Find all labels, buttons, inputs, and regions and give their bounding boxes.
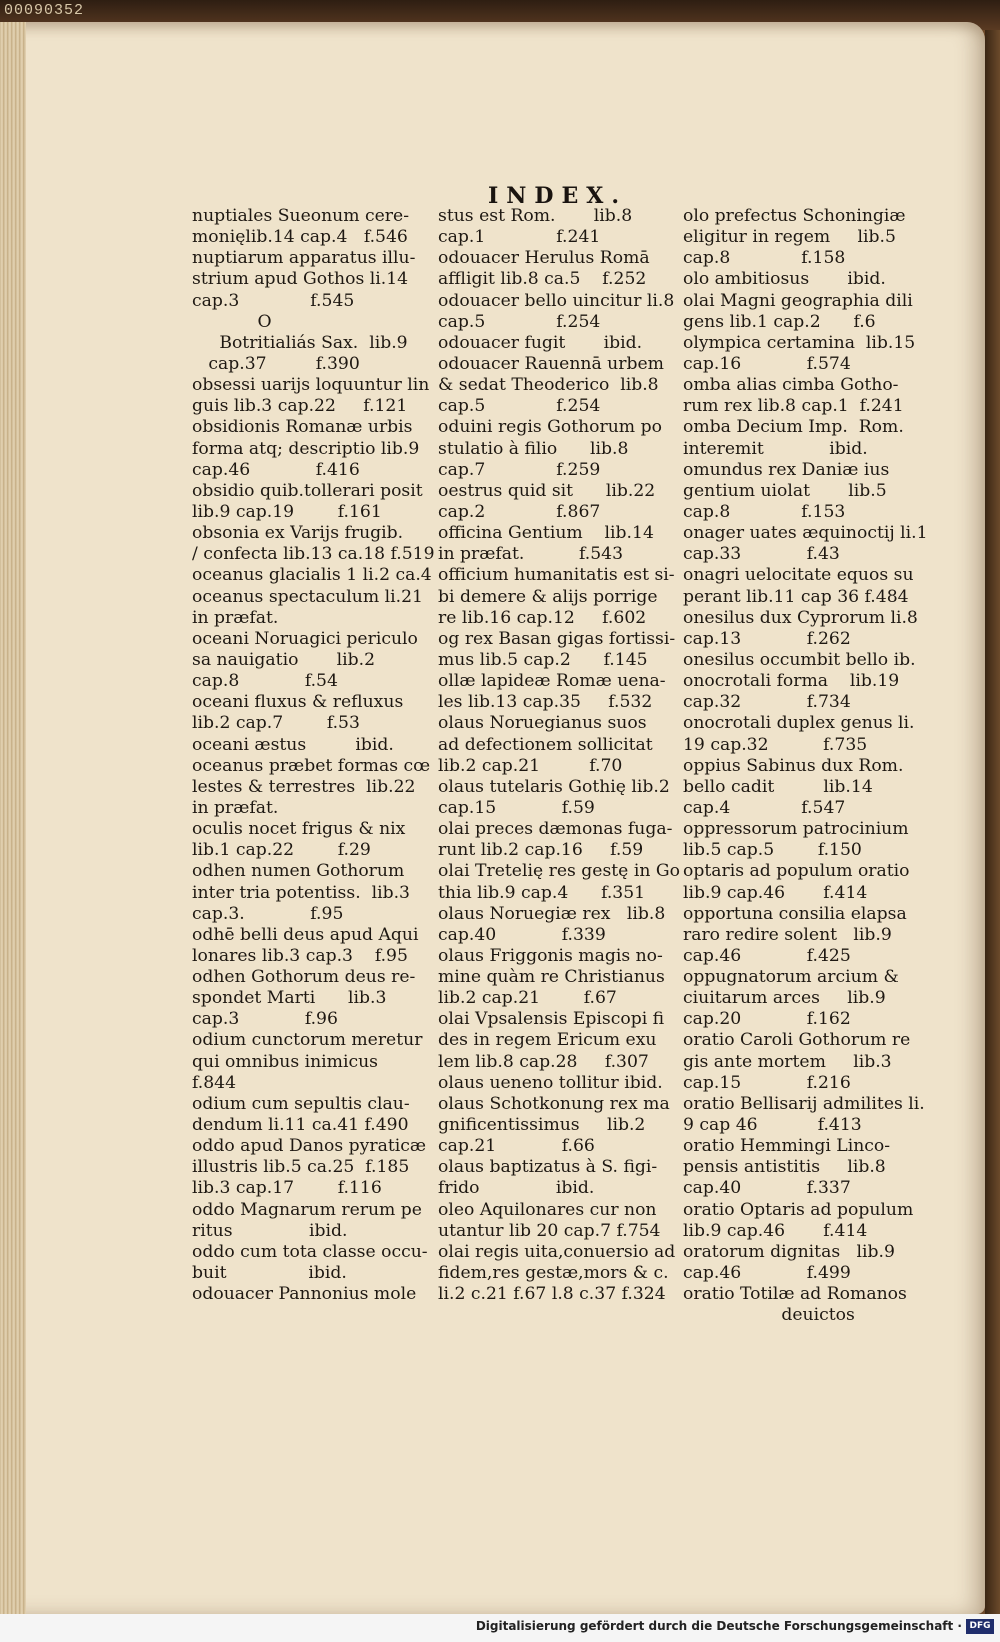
index-entry-line: cap.32 f.734 bbox=[683, 692, 851, 713]
index-entry-line: omba Decium Imp. Rom. bbox=[683, 417, 904, 438]
page-fore-edge bbox=[0, 22, 26, 1614]
index-entry-line: og rex Basan gigas fortissi- bbox=[438, 628, 676, 649]
index-entry-line: oceanus glacialis 1 li.2 ca.4 bbox=[192, 565, 432, 586]
index-entry-line: oratio Optaris ad populum bbox=[683, 1199, 914, 1220]
index-entry-line: lonares lib.3 cap.3 f.95 bbox=[192, 945, 408, 966]
index-entry-line: gentium uiolat lib.5 bbox=[683, 480, 887, 501]
index-entry-line: oddo Magnarum rerum pe bbox=[192, 1199, 422, 1220]
index-entry-line: odhen Gothorum deus re- bbox=[192, 967, 416, 988]
index-entry-line: & sedat Theoderico lib.8 bbox=[438, 375, 659, 396]
index-entry-line: cap.15 f.59 bbox=[438, 797, 595, 818]
index-entry-line: olo prefectus Schoningiæ bbox=[683, 206, 906, 226]
index-entry-line: gens lib.1 cap.2 f.6 bbox=[683, 311, 876, 332]
index-column-3 bbox=[683, 206, 928, 1326]
index-entry-line: O bbox=[192, 311, 272, 332]
index-entry-line: / confecta lib.13 ca.18 f.519 bbox=[192, 544, 435, 565]
index-entry-line: in præfat. bbox=[192, 607, 279, 628]
index-entry-line: runt lib.2 cap.16 f.59 bbox=[438, 840, 644, 861]
index-entry-line: des in regem Ericum exu bbox=[438, 1030, 657, 1051]
index-entry-line: nuptiales Sueonum cere- bbox=[192, 206, 410, 226]
index-entry-line: oppugnatorum arcium & bbox=[683, 967, 899, 988]
index-entry-line: oleo Aquilonares cur non bbox=[438, 1199, 657, 1220]
index-entry-line: cap.16 f.574 bbox=[683, 353, 851, 374]
index-entry-line: cap.8 f.158 bbox=[683, 248, 846, 269]
index-entry-line: cap.3 f.96 bbox=[192, 1009, 338, 1030]
index-entry-line: lem lib.8 cap.28 f.307 bbox=[438, 1051, 649, 1072]
index-entry-line: lib.2 cap.21 f.67 bbox=[438, 988, 617, 1009]
index-entry-line: lestes & terrestres lib.22 bbox=[192, 776, 416, 797]
index-entry-line: obsessi uarijs loquuntur lin bbox=[192, 375, 430, 396]
index-entry-line: odium cum sepultis clau- bbox=[192, 1093, 410, 1114]
index-entry-line: cap.40 f.337 bbox=[683, 1178, 851, 1199]
index-entry-line: onagri uelocitate equos su bbox=[683, 565, 914, 586]
book-cover-edge bbox=[985, 30, 1000, 1614]
index-entry-line: oppius Sabinus dux Rom. bbox=[683, 755, 904, 776]
index-entry-line: cap.46 f.499 bbox=[683, 1263, 851, 1284]
index-entry-line: cap.40 f.339 bbox=[438, 924, 606, 945]
index-entry-line: obsidionis Romanæ urbis bbox=[192, 417, 413, 438]
index-entry-line: monięlib.14 cap.4 f.546 bbox=[192, 227, 408, 248]
index-entry-line: omba alias cimba Gotho- bbox=[683, 375, 899, 396]
index-entry-line: fidem,res gestæ,mors & c. bbox=[438, 1263, 669, 1284]
index-entry-line: oceanus præbet formas cœ bbox=[192, 755, 431, 776]
index-entry-line: stulatio à filio lib.8 bbox=[438, 438, 629, 459]
index-entry-line: oestrus quid sit lib.22 bbox=[438, 480, 656, 501]
index-entry-line: lib.9 cap.46 f.414 bbox=[683, 1220, 868, 1241]
index-entry-line: cap.21 f.66 bbox=[438, 1136, 595, 1157]
index-entry-line: olympica certamina lib.15 bbox=[683, 332, 916, 353]
index-entry-line: forma atq; descriptio lib.9 bbox=[192, 438, 420, 459]
index-entry-line: cap.20 f.162 bbox=[683, 1009, 851, 1030]
index-entry-line: mus lib.5 cap.2 f.145 bbox=[438, 649, 648, 670]
index-entry-line: gis ante mortem lib.3 bbox=[683, 1051, 892, 1072]
index-entry-line: mine quàm re Christianus bbox=[438, 967, 665, 988]
index-entry-line: obsidio quib.tollerari posit bbox=[192, 480, 423, 501]
index-entry-line: deuictos bbox=[683, 1305, 855, 1326]
index-column-1 bbox=[192, 206, 435, 1305]
index-entry-line: eligitur in regem lib.5 bbox=[683, 227, 896, 248]
index-column-2 bbox=[438, 206, 680, 1305]
index-entry-line: onesilus dux Cyprorum li.8 bbox=[683, 607, 918, 628]
index-entry-line: rum rex lib.8 cap.1 f.241 bbox=[683, 396, 904, 417]
index-entry-line: re lib.16 cap.12 f.602 bbox=[438, 607, 647, 628]
index-entry-line: cap.37 f.390 bbox=[192, 353, 360, 374]
index-entry-line: oceanus spectaculum li.21 bbox=[192, 586, 423, 607]
index-entry-line: cap.7 f.259 bbox=[438, 459, 601, 480]
index-entry-line: oratio Totilæ ad Romanos bbox=[683, 1284, 907, 1305]
index-entry-line: cap.2 f.867 bbox=[438, 501, 601, 522]
index-entry-line: ciuitarum arces lib.9 bbox=[683, 988, 886, 1009]
index-entry-line: cap.1 f.241 bbox=[438, 227, 601, 248]
index-entry-line: onager uates æquinoctij li.1 bbox=[683, 523, 928, 544]
index-entry-line: bi demere & alijs porrige bbox=[438, 586, 658, 607]
index-entry-line: raro redire solent lib.9 bbox=[683, 924, 892, 945]
index-entry-line: opportuna consilia elapsa bbox=[683, 903, 907, 924]
index-entry-line: illustris lib.5 ca.25 f.185 bbox=[192, 1157, 410, 1178]
index-entry-line: cap.5 f.254 bbox=[438, 311, 601, 332]
index-entry-line: cap.4 f.547 bbox=[683, 797, 846, 818]
index-entry-line: 19 cap.32 f.735 bbox=[683, 734, 868, 755]
index-entry-line: perant lib.11 cap 36 f.484 bbox=[683, 586, 909, 607]
index-entry-line: odouacer fugit ibid. bbox=[438, 332, 643, 353]
index-entry-line: onesilus occumbit bello ib. bbox=[683, 649, 916, 670]
index-entry-line: cap.8 f.153 bbox=[683, 501, 846, 522]
index-entry-line: optaris ad populum oratio bbox=[683, 861, 910, 882]
scan-id: 00090352 bbox=[4, 2, 85, 19]
index-entry-line: f.844 bbox=[192, 1072, 237, 1093]
index-entry-line: odhen numen Gothorum bbox=[192, 861, 405, 882]
index-entry-line: oratorum dignitas lib.9 bbox=[683, 1241, 895, 1262]
index-entry-line: olaus tutelaris Gothię lib.2 bbox=[438, 776, 670, 797]
index-entry-line: cap.13 f.262 bbox=[683, 628, 851, 649]
index-entry-line: gnificentissimus lib.2 bbox=[438, 1115, 646, 1136]
index-entry-line: odouacer Pannonius mole bbox=[192, 1284, 417, 1305]
index-entry-line: cap.5 f.254 bbox=[438, 396, 601, 417]
index-entry-line: oratio Caroli Gothorum re bbox=[683, 1030, 911, 1051]
index-entry-line: lib.9 cap.46 f.414 bbox=[683, 882, 868, 903]
index-entry-line: olaus Schotkonung rex ma bbox=[438, 1093, 670, 1114]
index-entry-line: onocrotali duplex genus li. bbox=[683, 713, 915, 734]
index-entry-line: utantur lib 20 cap.7 f.754 bbox=[438, 1220, 661, 1241]
page-header: INDEX. bbox=[488, 183, 627, 209]
index-entry-line: in præfat. bbox=[192, 797, 279, 818]
dfg-logo: DFG bbox=[966, 1619, 994, 1634]
index-entry-line: inter tria potentiss. lib.3 bbox=[192, 882, 410, 903]
index-entry-line: obsonia ex Varijs frugib. bbox=[192, 523, 404, 544]
index-entry-line: sa nauigatio lib.2 bbox=[192, 649, 376, 670]
index-entry-line: oceani æstus ibid. bbox=[192, 734, 394, 755]
index-entry-line: onocrotali forma lib.19 bbox=[683, 671, 900, 692]
index-entry-line: oratio Bellisarij admilites li. bbox=[683, 1093, 925, 1114]
index-entry-line: interemit ibid. bbox=[683, 438, 868, 459]
index-entry-line: buit ibid. bbox=[192, 1263, 347, 1284]
footer-bar bbox=[0, 1614, 1000, 1642]
index-entry-line: officina Gentium lib.14 bbox=[438, 523, 654, 544]
index-entry-line: lib.5 cap.5 f.150 bbox=[683, 840, 862, 861]
index-entry-line: olai Vpsalensis Episcopi fi bbox=[438, 1009, 665, 1030]
index-entry-line: olaus Noruegianus suos bbox=[438, 713, 647, 734]
index-entry-line: lib.1 cap.22 f.29 bbox=[192, 840, 371, 861]
index-entry-line: in præfat. f.543 bbox=[438, 544, 624, 565]
index-entry-line: lib.2 cap.7 f.53 bbox=[192, 713, 360, 734]
index-entry-line: guis lib.3 cap.22 f.121 bbox=[192, 396, 408, 417]
index-entry-line: strium apud Gothos li.14 bbox=[192, 269, 409, 290]
index-entry-line: lib.2 cap.21 f.70 bbox=[438, 755, 623, 776]
index-entry-line: odouacer Herulus Romā bbox=[438, 248, 650, 269]
index-entry-line: olai preces dæmonas fuga- bbox=[438, 819, 673, 840]
index-entry-line: dendum li.11 ca.41 f.490 bbox=[192, 1115, 409, 1136]
index-entry-line: oceani fluxus & refluxus bbox=[192, 692, 404, 713]
index-entry-line: oppressorum patrocinium bbox=[683, 819, 909, 840]
index-entry-line: Botritialiás Sax. lib.9 bbox=[192, 332, 408, 353]
index-entry-line: oduini regis Gothorum po bbox=[438, 417, 662, 438]
index-entry-line: olai regis uita,conuersio ad bbox=[438, 1241, 676, 1262]
index-entry-line: cap.33 f.43 bbox=[683, 544, 840, 565]
index-entry-line: olo ambitiosus ibid. bbox=[683, 269, 886, 290]
index-entry-line: olaus Friggonis magis no- bbox=[438, 945, 663, 966]
index-entry-line: omundus rex Daniæ ius bbox=[683, 459, 890, 480]
index-entry-line: nuptiarum apparatus illu- bbox=[192, 248, 416, 269]
index-entry-line: odhē belli deus apud Aqui bbox=[192, 924, 419, 945]
index-entry-line: cap.8 f.54 bbox=[192, 671, 338, 692]
index-entry-line: cap.3 f.545 bbox=[192, 290, 355, 311]
footer-credit: Digitalisierung gefördert durch die Deutsche Forschungsgemeinschaft · bbox=[475, 1619, 962, 1633]
index-entry-line: odouacer Rauennā urbem bbox=[438, 353, 664, 374]
index-entry-line: ad defectionem sollicitat bbox=[438, 734, 653, 755]
index-entry-line: oddo cum tota classe occu- bbox=[192, 1241, 428, 1262]
index-entry-line: oddo apud Danos pyraticæ bbox=[192, 1136, 427, 1157]
index-entry-line: officium humanitatis est si- bbox=[438, 565, 675, 586]
index-entry-line: cap.3. f.95 bbox=[192, 903, 344, 924]
index-entry-line: stus est Rom. lib.8 bbox=[438, 206, 633, 226]
index-entry-line: oculis nocet frigus & nix bbox=[192, 819, 406, 840]
index-entry-line: lib.3 cap.17 f.116 bbox=[192, 1178, 382, 1199]
index-entry-line: ollæ lapideæ Romæ uena- bbox=[438, 671, 666, 692]
index-entry-line: li.2 c.21 f.67 l.8 c.37 f.324 bbox=[438, 1284, 666, 1305]
index-entry-line: olai Magni geographia dili bbox=[683, 290, 913, 311]
index-entry-line: qui omnibus inimicus bbox=[192, 1051, 378, 1072]
index-entry-line: olai Tretelię res gestę in Go bbox=[438, 861, 680, 882]
index-entry-line: odium cunctorum meretur bbox=[192, 1030, 423, 1051]
index-entry-line: spondet Marti lib.3 bbox=[192, 988, 387, 1009]
index-entry-line: ritus ibid. bbox=[192, 1220, 348, 1241]
index-entry-line: pensis antistitis lib.8 bbox=[683, 1157, 886, 1178]
index-entry-line: cap.46 f.416 bbox=[192, 459, 360, 480]
index-entry-line: olaus baptizatus à S. figi- bbox=[438, 1157, 658, 1178]
index-entry-line: cap.46 f.425 bbox=[683, 945, 851, 966]
index-entry-line: olaus ueneno tollitur ibid. bbox=[438, 1072, 663, 1093]
index-entry-line: cap.15 f.216 bbox=[683, 1072, 851, 1093]
index-entry-line: oceani Noruagici periculo bbox=[192, 628, 418, 649]
index-entry-line: lib.9 cap.19 f.161 bbox=[192, 501, 382, 522]
index-entry-line: 9 cap 46 f.413 bbox=[683, 1115, 862, 1136]
index-entry-line: frido ibid. bbox=[438, 1178, 595, 1199]
index-entry-line: odouacer bello uincitur li.8 bbox=[438, 290, 675, 311]
index-entry-line: bello cadit lib.14 bbox=[683, 776, 873, 797]
index-entry-line: oratio Hemmingi Linco- bbox=[683, 1136, 891, 1157]
index-entry-line: les lib.13 cap.35 f.532 bbox=[438, 692, 653, 713]
index-entry-line: affligit lib.8 ca.5 f.252 bbox=[438, 269, 647, 290]
index-entry-line: olaus Noruegiæ rex lib.8 bbox=[438, 903, 666, 924]
index-entry-line: thia lib.9 cap.4 f.351 bbox=[438, 882, 646, 903]
